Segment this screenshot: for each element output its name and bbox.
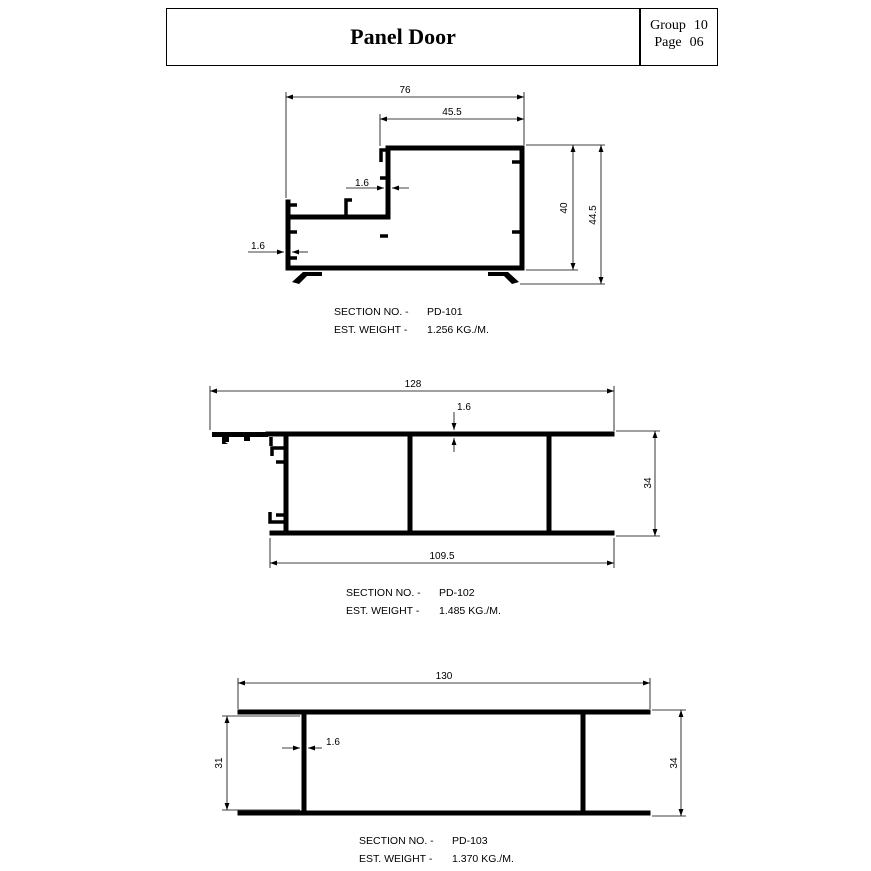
pd102-dim-wall: 1.6 xyxy=(457,402,471,413)
pd102-section-no: PD-102 xyxy=(439,587,475,599)
pd101-dim-height-outer: 44.5 xyxy=(588,205,599,225)
pd102-dim-body-width: 109.5 xyxy=(429,551,455,562)
pd103-dim-height-outer: 34 xyxy=(669,757,680,769)
pd101-feet xyxy=(292,272,519,284)
pd102-weight: 1.485 KG./M. xyxy=(439,605,501,617)
pd101-section-no: PD-101 xyxy=(427,306,463,318)
pd103-dimension-labels xyxy=(214,671,680,769)
pd101-walls xyxy=(288,148,522,268)
pd102-info xyxy=(346,584,501,620)
profile-pd102 xyxy=(210,386,660,568)
pd103-section-label: SECTION NO. - xyxy=(359,835,434,847)
pd103-weight-label: EST. WEIGHT - xyxy=(359,853,433,865)
pd101-hooks xyxy=(290,150,520,258)
pd102-dim-height: 34 xyxy=(643,477,654,489)
pd101-weight-label: EST. WEIGHT - xyxy=(334,324,408,336)
pd102-walls xyxy=(268,434,612,533)
pd102-section-label: SECTION NO. - xyxy=(346,587,421,599)
profile-pd103 xyxy=(222,678,686,816)
group-value: 10 xyxy=(693,18,708,33)
pd103-dim-wall: 1.6 xyxy=(326,737,340,748)
pd101-dimension-labels xyxy=(251,85,599,252)
pd101-dim-wall-upper: 1.6 xyxy=(355,178,369,189)
group-label: Group xyxy=(650,18,686,33)
page-value: 06 xyxy=(689,35,704,50)
pd103-section-no: PD-103 xyxy=(452,835,488,847)
pd102-dim-overall-width: 128 xyxy=(404,379,422,390)
pd101-section-label: SECTION NO. - xyxy=(334,306,409,318)
page-title: Panel Door xyxy=(350,24,456,49)
pd101-weight: 1.256 KG./M. xyxy=(427,324,489,336)
pd101-dim-overall-width: 76 xyxy=(399,85,411,96)
pd101-dim-height-inner: 40 xyxy=(559,202,570,214)
pd102-dimensions xyxy=(210,386,660,568)
pd101-info xyxy=(334,303,489,339)
pd103-walls xyxy=(240,712,648,813)
pd103-dim-height-inner: 31 xyxy=(214,757,225,769)
pd103-info xyxy=(359,832,514,868)
pd103-weight: 1.370 KG./M. xyxy=(452,853,514,865)
pd103-dimensions xyxy=(222,678,686,816)
pd103-dim-overall-width: 130 xyxy=(435,671,453,682)
pd101-dim-wall-lower: 1.6 xyxy=(251,241,265,252)
pd101-dim-top-width: 45.5 xyxy=(442,107,462,118)
pd101-dimensions xyxy=(248,92,605,284)
pd102-weight-label: EST. WEIGHT - xyxy=(346,605,420,617)
pd102-hooks xyxy=(270,437,284,522)
page-label: Page xyxy=(654,35,682,50)
profile-pd101 xyxy=(248,92,605,284)
pd102-clip-head xyxy=(212,432,268,444)
